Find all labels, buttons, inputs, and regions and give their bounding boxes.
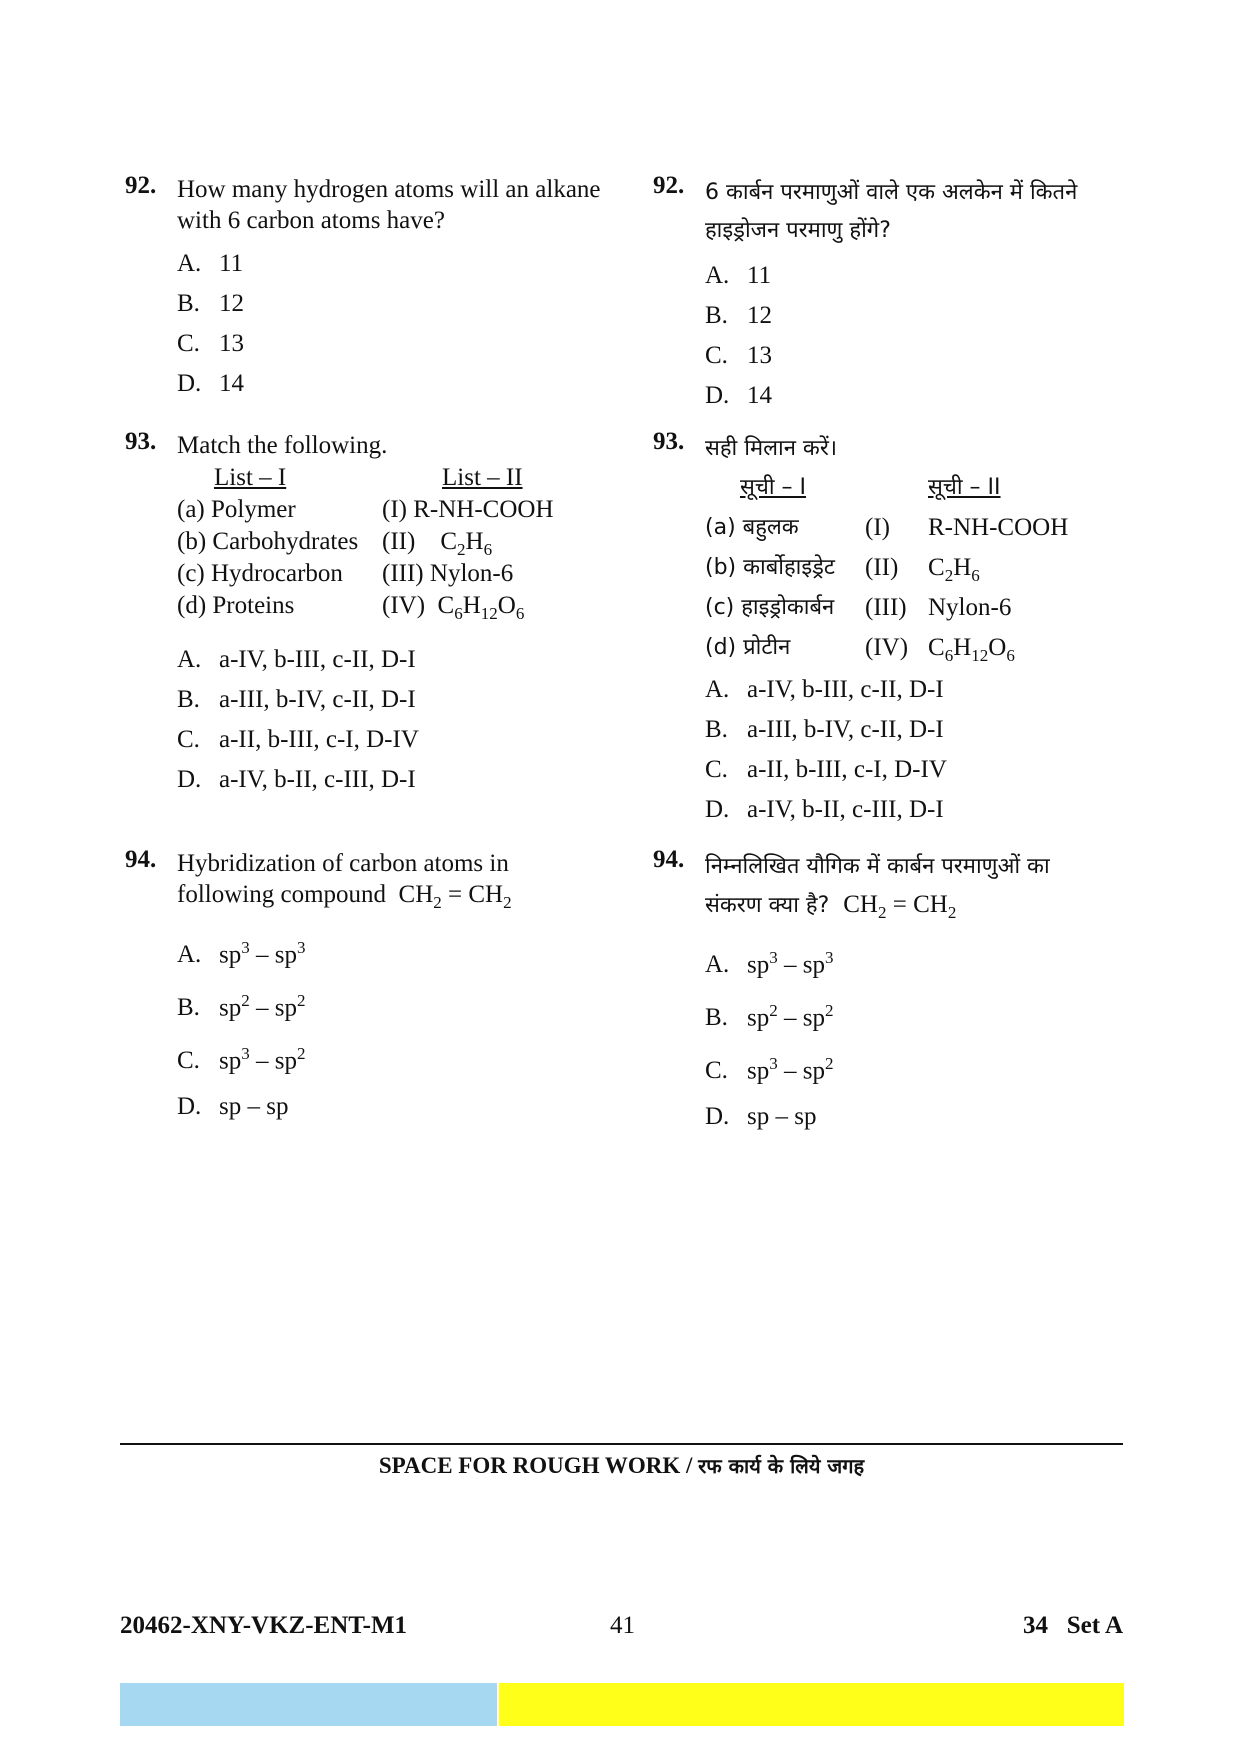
- option-a: A. a-IV, b-III, c-II, D-I: [705, 676, 944, 703]
- question-text: सही मिलान करें।: [705, 436, 838, 461]
- options: [177, 640, 419, 800]
- option-b: B. 12: [705, 302, 772, 329]
- option-a: A. a-IV, b-III, c-II, D-I: [177, 646, 416, 673]
- option-d: D. a-IV, b-II, c-III, D-I: [177, 766, 416, 793]
- footer-bar-blue: [120, 1683, 497, 1726]
- paper-code: 20462-XNY-VKZ-ENT-M1: [120, 1612, 408, 1639]
- option-d: D. a-IV, b-II, c-III, D-I: [705, 796, 944, 823]
- option-d: D. sp – sp: [705, 1103, 817, 1130]
- option-c: C. $sp^3 - sp^2$: [177, 1044, 306, 1075]
- question-text: 6 कार्बन परमाणुओं वाले एक अलकेन में कितने हाइड्रोजन परमाणु होंगे?: [705, 180, 1078, 243]
- option-c: C. a-II, b-III, c-I, D-IV: [177, 726, 419, 753]
- option-b: B. a-III, b-IV, c-II, D-I: [705, 716, 944, 743]
- option-d: D. sp – sp: [177, 1093, 289, 1120]
- rough-work-divider: [120, 1443, 1123, 1445]
- option-d: D. 14: [177, 370, 244, 397]
- option-c: C. a-II, b-III, c-I, D-IV: [705, 756, 947, 783]
- option-a: A. $sp^3 - sp^3$: [177, 938, 306, 969]
- list-2-header: सूची – II: [928, 475, 1001, 500]
- question-text: निम्नलिखित यौगिक में कार्बन परमाणुओं का संकरण क्या है? $CH_2 = CH_2$: [705, 854, 1050, 922]
- options: [705, 938, 833, 1150]
- options: [177, 928, 305, 1140]
- question-text: Hybridization of carbon atoms in following compound $CH_2 = CH_2$: [177, 850, 512, 912]
- question-number: 93.: [125, 428, 157, 455]
- question-number: 94.: [125, 846, 157, 873]
- question-number: 94.: [653, 846, 685, 873]
- page-number: 41: [610, 1612, 635, 1639]
- list-1-header: सूची – I: [740, 475, 807, 500]
- footer-bar-yellow: [499, 1683, 1124, 1726]
- option-b: B. $sp^2 - sp^2$: [177, 991, 306, 1022]
- option-a: A. $sp^3 - sp^3$: [705, 948, 834, 979]
- list-1-header: List – I: [214, 464, 287, 491]
- options: [705, 256, 772, 416]
- options: [705, 670, 947, 830]
- question-text: How many hydrogen atoms will an alkane with 6 carbon atoms have?: [177, 176, 601, 234]
- option-a: A. 11: [177, 250, 244, 277]
- option-b: B. $sp^2 - sp^2$: [705, 1001, 834, 1032]
- option-c: C. 13: [177, 330, 244, 357]
- question-number: 92.: [125, 172, 157, 199]
- option-b: B. a-III, b-IV, c-II, D-I: [177, 686, 416, 713]
- question-text: Match the following.: [177, 432, 388, 459]
- option-a: A. 11: [705, 262, 772, 289]
- option-c: C. 13: [705, 342, 772, 369]
- option-c: C. $sp^3 - sp^2$: [705, 1054, 834, 1085]
- question-number: 93.: [653, 428, 685, 455]
- option-b: B. 12: [177, 290, 244, 317]
- option-d: D. 14: [705, 382, 772, 409]
- list-2-header: List – II: [442, 464, 523, 491]
- rough-work-label: SPACE FOR ROUGH WORK / रफ कार्य के लिये जगह: [378, 1453, 865, 1478]
- options: [177, 244, 244, 404]
- question-number: 92.: [653, 172, 685, 199]
- set-label: 34 Set A: [1023, 1612, 1123, 1639]
